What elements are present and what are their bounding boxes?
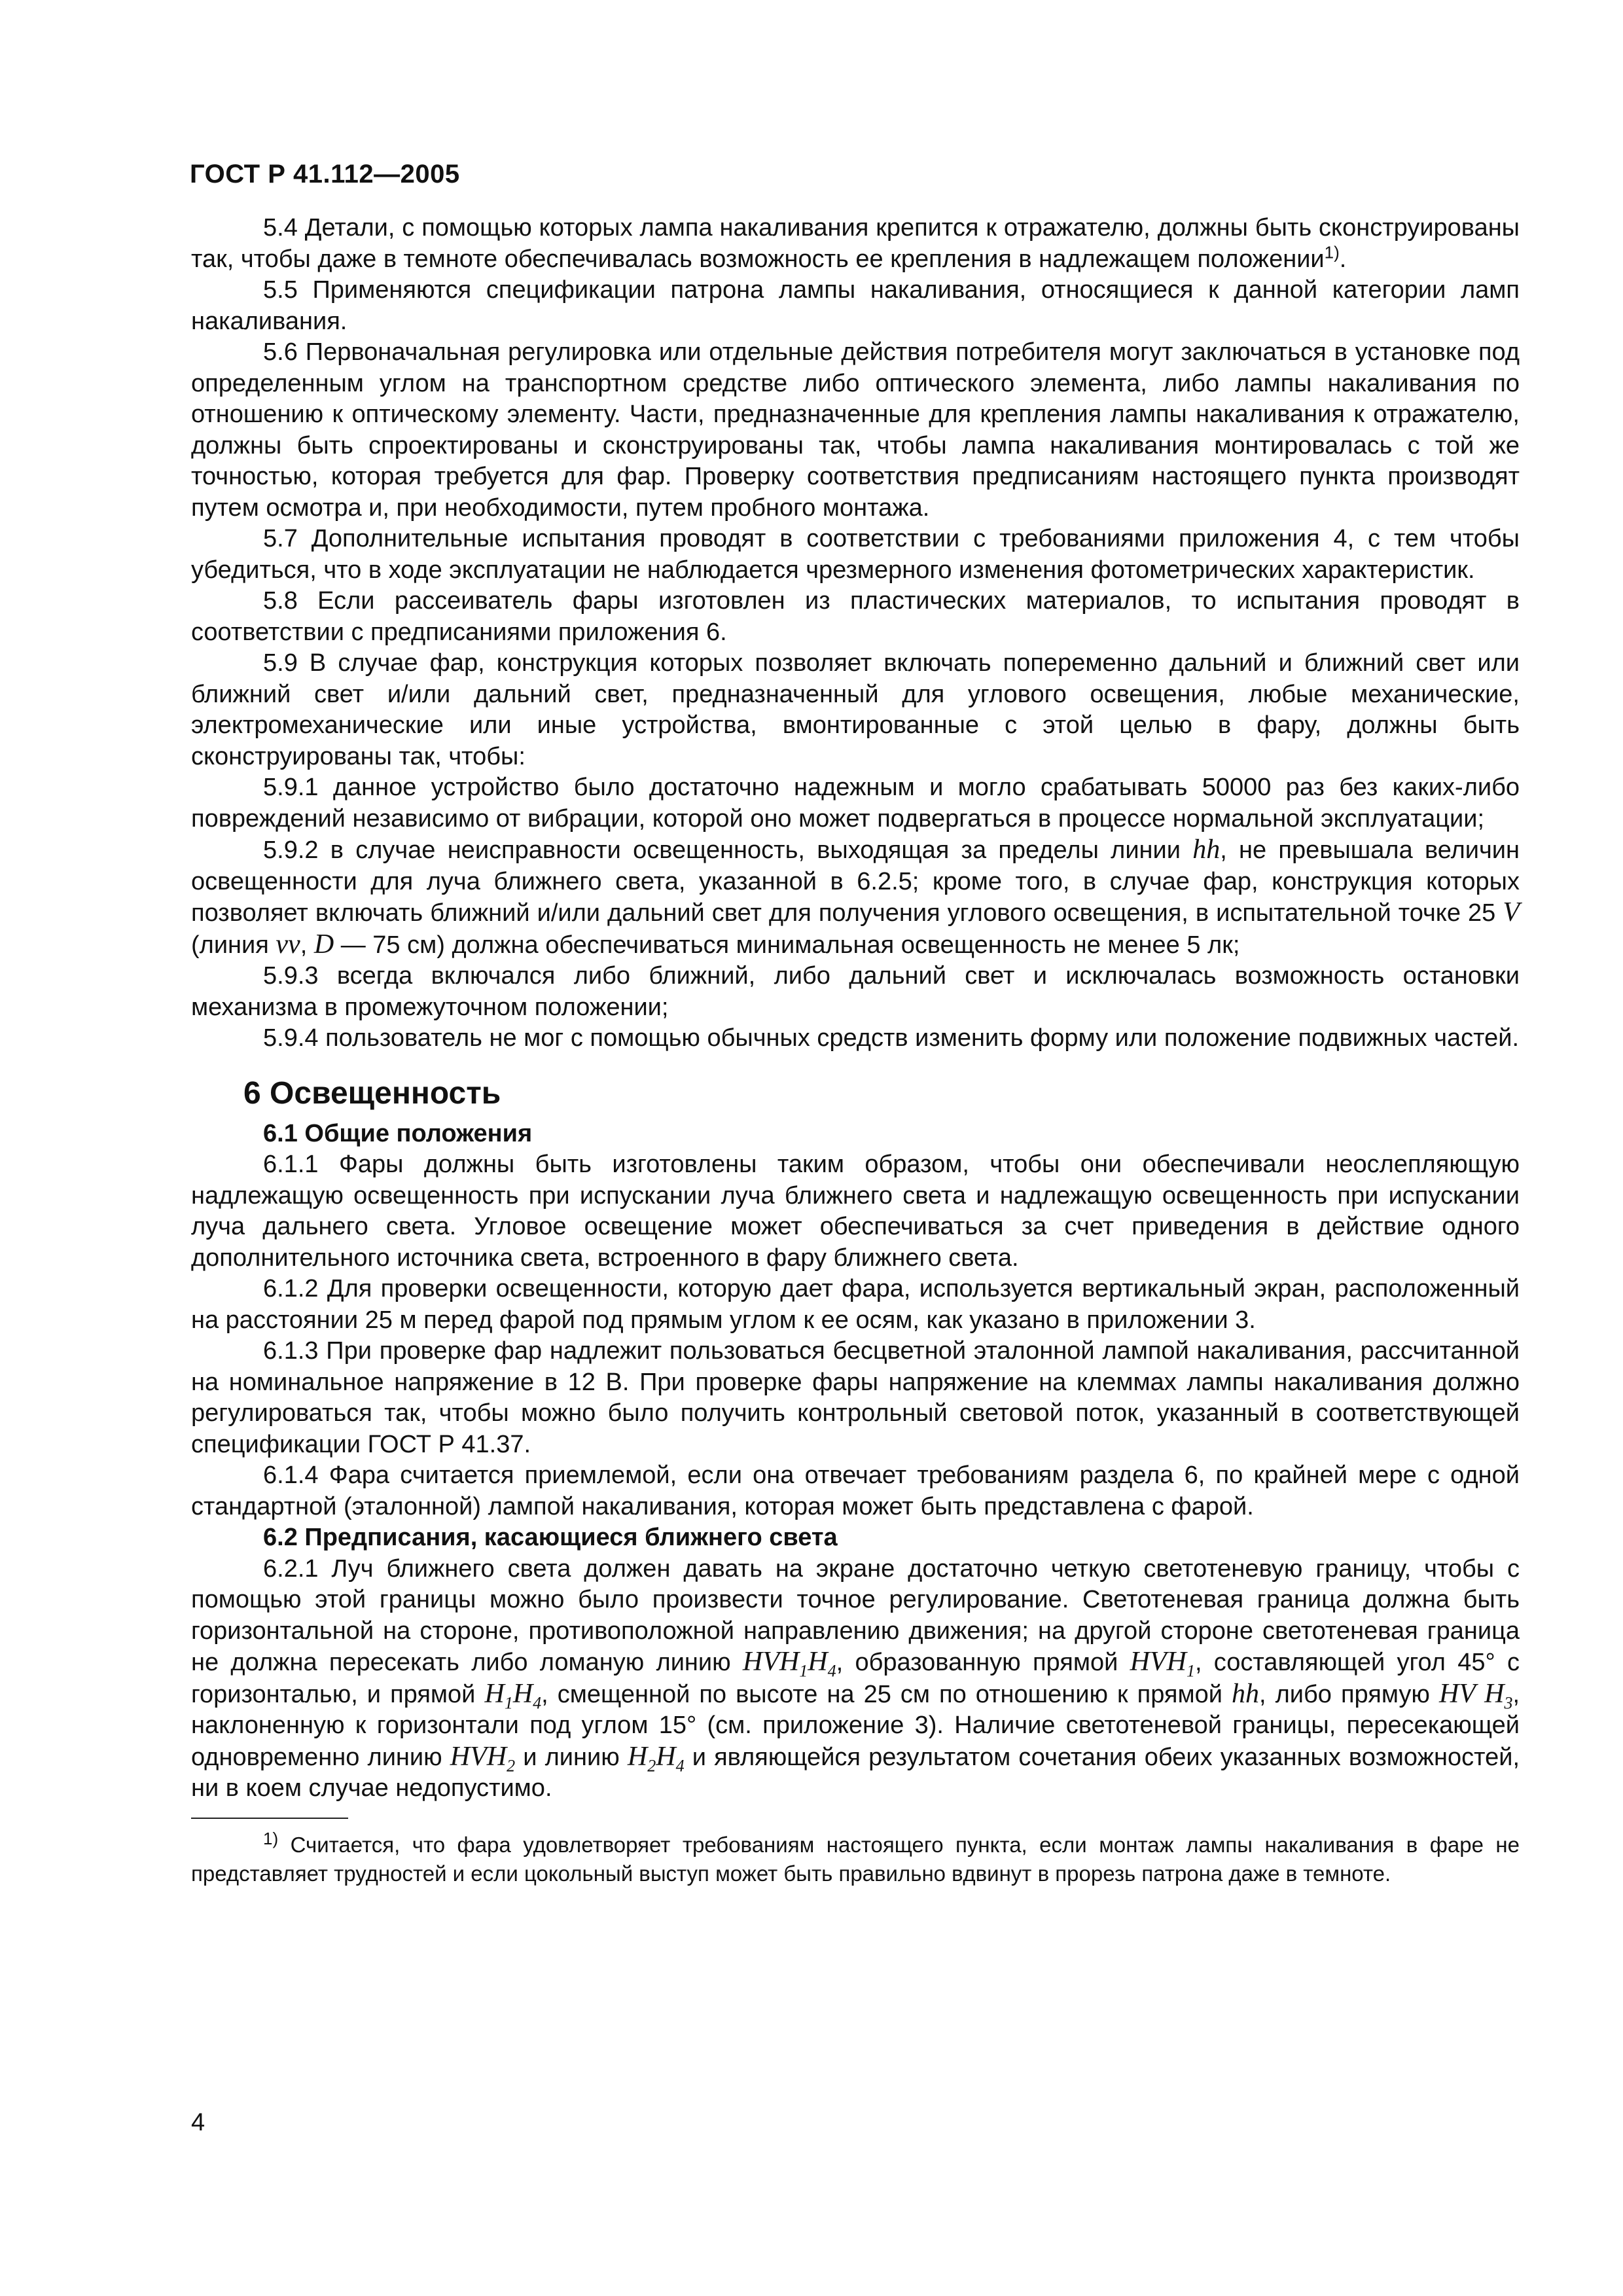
paragraph-6-1-2: 6.1.2 Для проверки освещенности, которую дает фара, используется вертикальный экран, расположенный на расстоянии 25 м перед фарой под прямым углом к ее осям, как указано в приложении 3. bbox=[191, 1275, 1520, 1334]
paragraph-5-8: 5.8 Если рассеиватель фары изготовлен из пластических материалов, то испытания проводят в соответствии с предписаниями приложения 6. bbox=[191, 587, 1520, 646]
footnote: $^{1)}$ Считается, что фара удовлетворяет требованиям настоящего пункта, если монтаж лампы накаливания в фаре не представляет трудностей и если цокольный выступ может быть правильно вдвинут в прорезь патрона даже в темноте. bbox=[191, 1828, 1520, 1886]
document-body bbox=[191, 213, 1520, 1888]
formula-hvh3: HV $H_3$ bbox=[1438, 1678, 1513, 1712]
page-number: 4 bbox=[191, 2109, 205, 2136]
paragraph-5-4: 5.4 Детали, с помощью которых лампа накаливания крепится к отражателю, должны быть сконструированы так, чтобы даже в темноте обеспечивалась возможность ее крепления в надлежащем положении$^{1)}$. bbox=[191, 214, 1520, 273]
paragraph-5-9-4: 5.9.4 пользователь не мог с помощью обычных средств изменить форму или положение подвижных частей. bbox=[263, 1024, 1520, 1052]
paragraph-6-1-3: 6.1.3 При проверке фар надлежит пользоваться бесцветной эталонной лампой накаливания, рассчитанной на номинальное напряжение в 12 В. При проверке фары напряжение на клеммах лампы накаливания должно регулироваться так, чтобы можно было получить контрольный световой поток, указанный в соответствующей спецификации ГОСТ Р 41.37. bbox=[191, 1337, 1520, 1458]
section-6-title: 6 Освещенность bbox=[243, 1075, 501, 1111]
paragraph-6-1-1: 6.1.1 Фары должны быть изготовлены таким образом, чтобы они обеспечивали неослепляющую надлежащую освещенность при испускании луча ближнего света и надлежащую освещенность при испускании луча дальнего света. Угловое освещение может обеспечиваться за счет приведения в действие одного дополнительного источника света, встроенного в фару ближнего света. bbox=[191, 1151, 1520, 1272]
formula-h2h4: $H_2H_4$ bbox=[627, 1741, 685, 1775]
subsection-6-1-title: 6.1 Общие положения bbox=[263, 1119, 533, 1147]
paragraph-5-5: 5.5 Применяются спецификации патрона лампы накаливания, относящиеся к данной категории ламп накаливания. bbox=[191, 276, 1520, 335]
paragraph-5-6: 5.6 Первоначальная регулировка или отдельные действия потребителя могут заключаться в установке под определенным углом на транспортном средстве либо оптического элемента, либо лампы накаливания по отношению к оптическому элементу. Части, предназначенные для крепления лампы накаливания к отражателю, должны быть спроектированы и сконструированы так, чтобы лампа накаливания монтировалась с той же точностью, которая требуется для фар. Проверку соответствия предписаниям настоящего пункта производят путем осмотра и, при необходимости, путем пробного монтажа. bbox=[191, 338, 1520, 522]
footnote-ref: 1) bbox=[1324, 242, 1340, 262]
paragraph-6-1-4: 6.1.4 Фара считается приемлемой, если она отвечает требованиям раздела 6, по крайней мере с одной стандартной (эталонной) лампой накаливания, которая может быть представлена с фарой. bbox=[191, 1462, 1520, 1520]
paragraph-5-9-1: 5.9.1 данное устройство было достаточно надежным и могло срабатывать 50000 раз без каких-либо повреждений независимо от вибрации, которой оно может подвергаться в процессе нормальной эксплуатации; bbox=[191, 774, 1520, 833]
subsection-6-2-title: 6.2 Предписания, касающиеся ближнего света bbox=[263, 1524, 838, 1551]
formula-hvh2: $HVH_2$ bbox=[450, 1741, 516, 1775]
formula-hvh1: $HVH_1$ bbox=[1130, 1647, 1195, 1681]
formula-hvh1h4: $HVH_1H_4$ bbox=[742, 1647, 836, 1681]
formula-hh: hh bbox=[1232, 1678, 1260, 1709]
formula-h1h4: $H_1H_4$ bbox=[484, 1678, 542, 1712]
footnote-divider bbox=[191, 1818, 348, 1819]
paragraph-5-9-3: 5.9.3 всегда включался либо ближний, либо дальний свет и исключалась возможность остановки механизма в промежуточном положении; bbox=[191, 962, 1520, 1021]
paragraph-5-9-2: 5.9.2 в случае неисправности освещенность, выходящая за пределы линии hh, не превышала величин освещенности для луча ближнего света, указанной в 6.2.5; кроме того, в случае фар, конструкция которых позволяет включать ближний и/или дальний свет для получения углового освещения, в испытательной точке 25 V (линия vv, D — 75 см) должна обеспечиваться минимальная освещенность не менее 5 лк; bbox=[191, 834, 1520, 960]
paragraph-6-2-1: 6.2.1 Луч ближнего света должен давать на экране достаточно четкую светотеневую границу, чтобы с помощью этой границы можно было произвести точное регулирование. Светотеневая граница должна быть горизонтальной на стороне, противоположной направлению движения; на другой стороне светотеневая граница не должна пересекать либо ломаную линию $HVH_1H_4$, образованную прямой $HVH_1$, составляющей угол 45° с горизонталью, и прямой $H_1H_4$, смещенной по высоте на 25 см по отношению к прямой hh, либо прямую HV $H_3$, наклоненную к горизонтали под углом 15° (см. приложение 3). Наличие светотеневой границы, пересекающей одновременно линию $HVH_2$ и линию $H_2H_4$ и являющейся результатом сочетания обеих указанных возможностей, ни в коем случае недопустимо. bbox=[191, 1554, 1520, 1802]
paragraph-5-9: 5.9 В случае фар, конструкция которых позволяет включать попеременно дальний и ближний свет или ближний свет и/или дальний свет, предназначенный для углового освещения, любые механические, электромеханические или иные устройства, вмонтированные с этой целью в фару, должны быть сконструированы так, чтобы: bbox=[191, 649, 1520, 770]
document-header: ГОСТ Р 41.112—2005 bbox=[190, 160, 460, 188]
footnote-mark: 1) bbox=[263, 1828, 279, 1848]
paragraph-5-7: 5.7 Дополнительные испытания проводят в соответствии с требованиями приложения 4, с тем чтобы убедиться, что в ходе эксплуатации не наблюдается чрезмерного изменения фотометрических характеристик. bbox=[191, 525, 1520, 584]
